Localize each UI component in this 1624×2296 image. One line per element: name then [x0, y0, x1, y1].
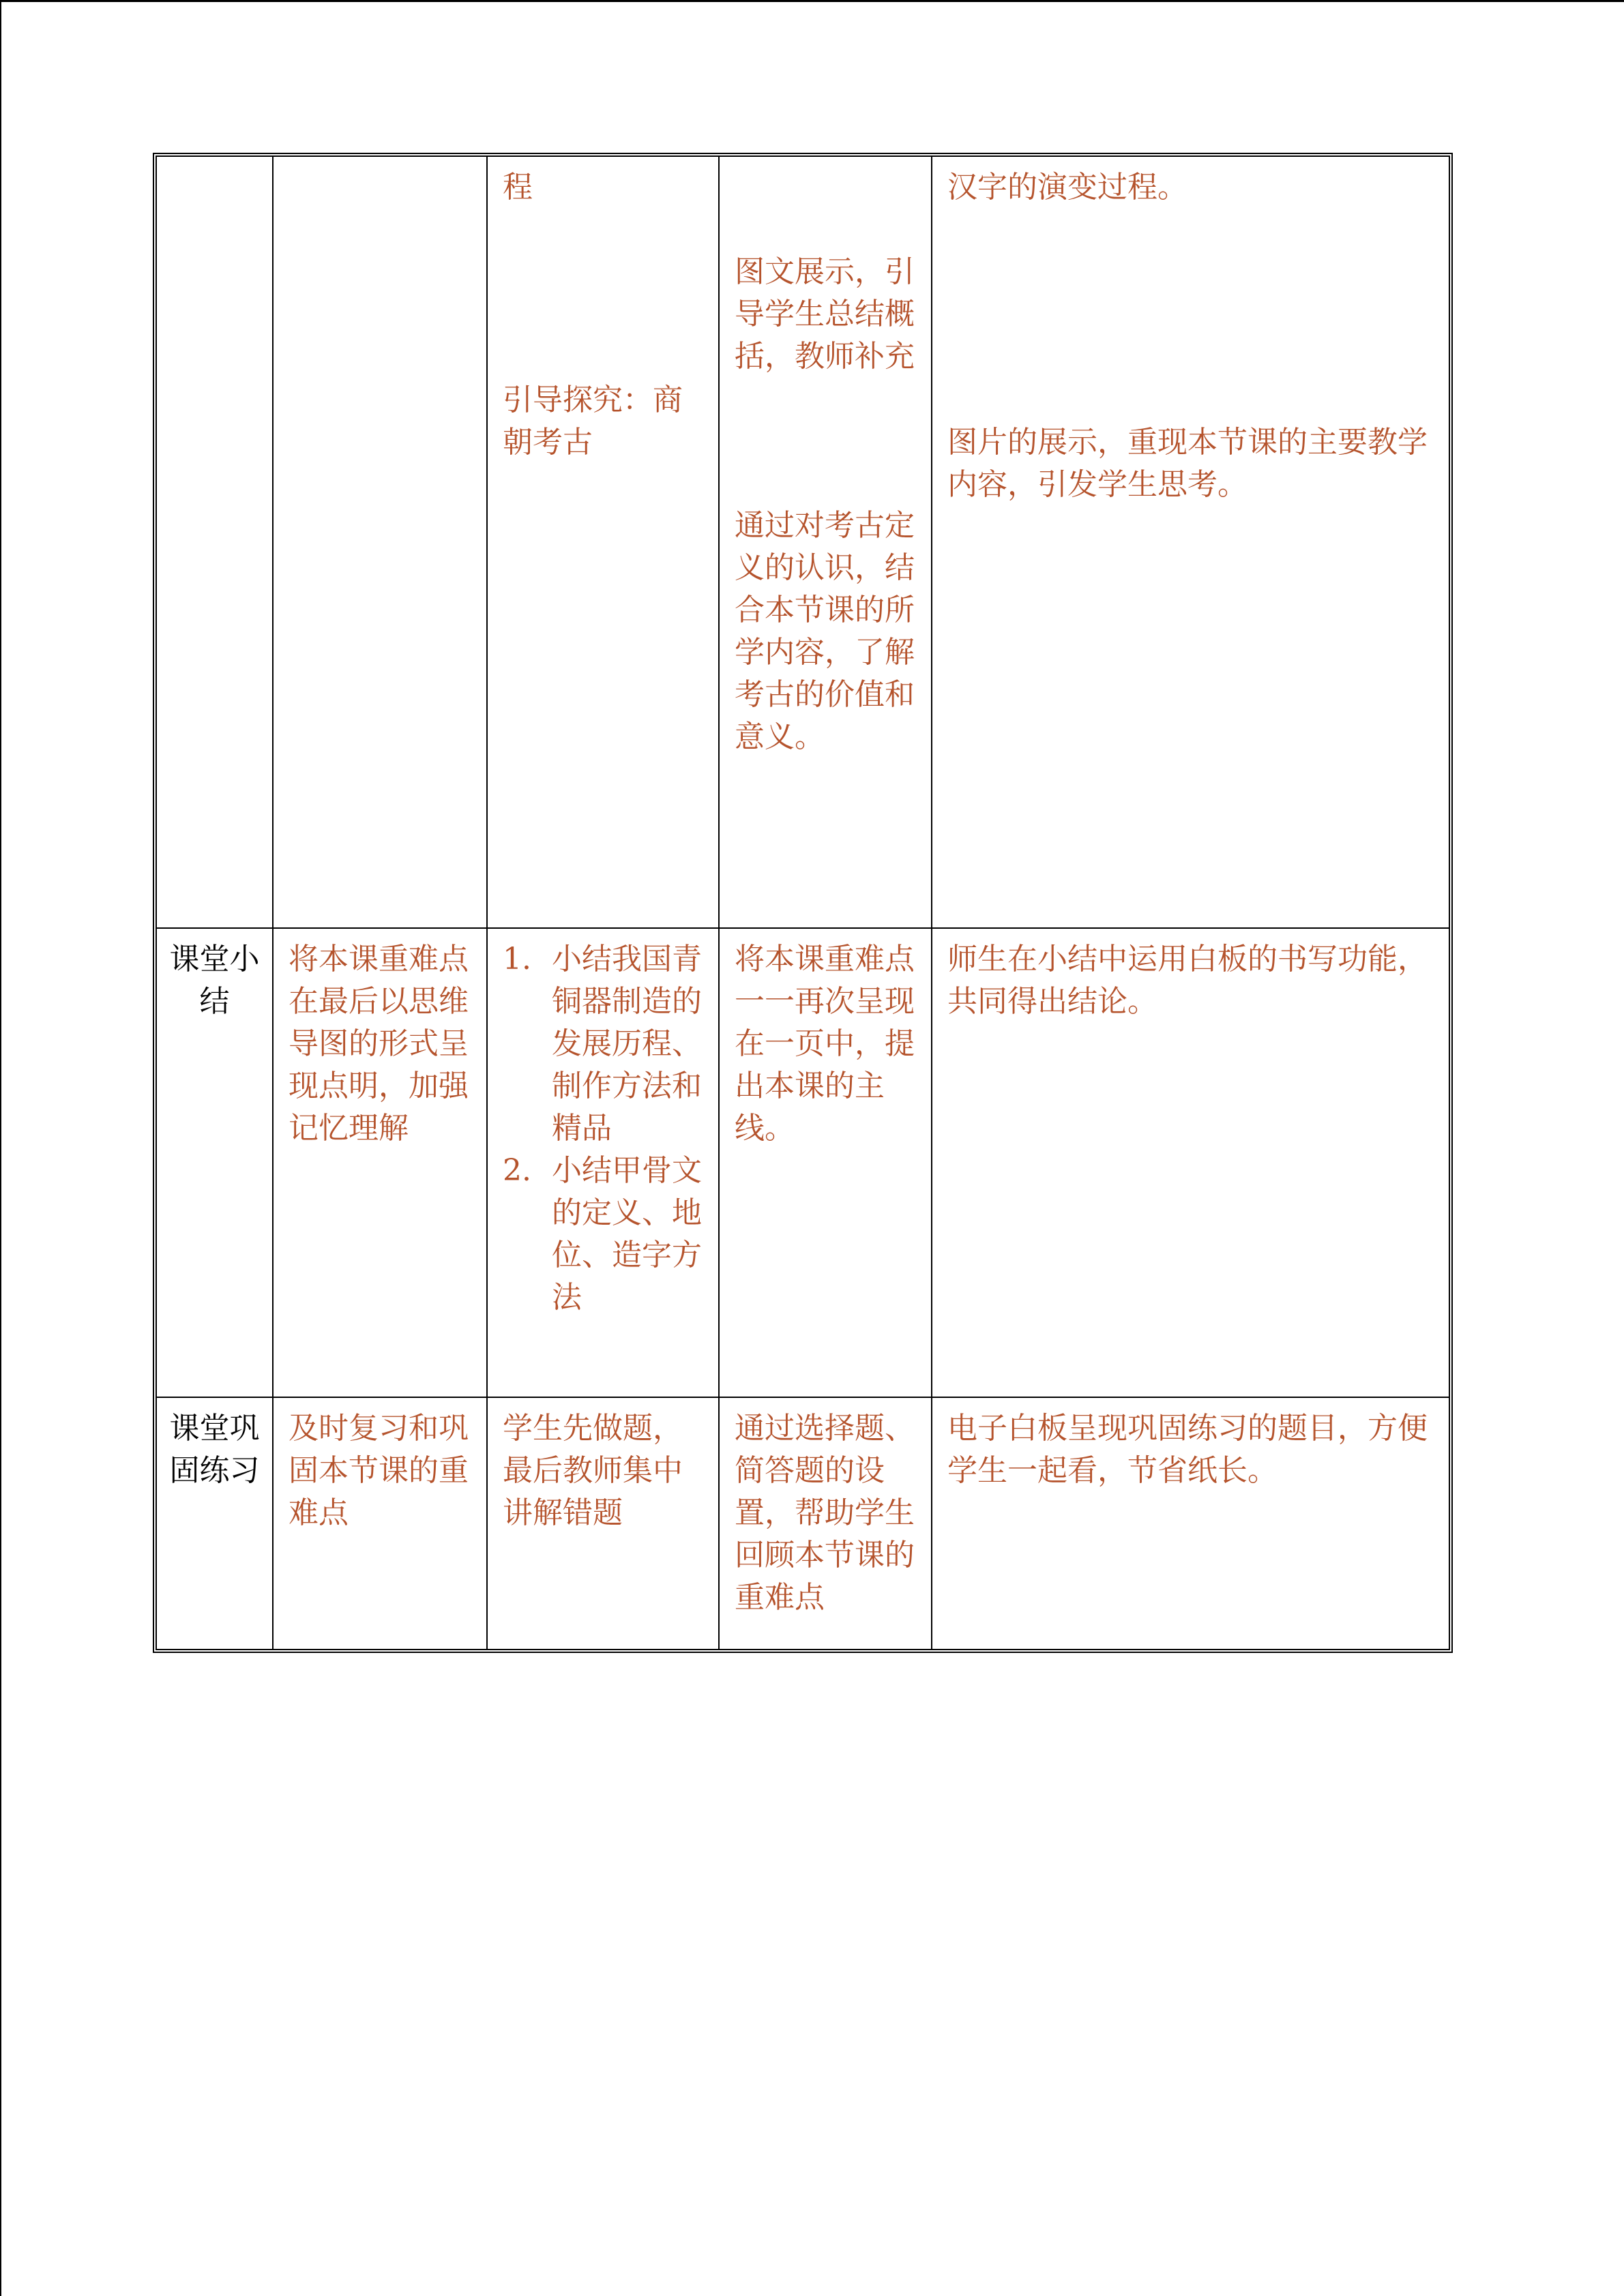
table-row	[157, 157, 1449, 928]
row2-media-cell: 师生在小结中运用白板的书写功能，共同得出结论。	[932, 928, 1449, 1397]
row1-method-cell	[719, 157, 932, 928]
row2-method-cell: 将本课重难点一一再次呈现在一页中，提出本课的主线。	[719, 928, 932, 1397]
row3-media-cell: 电子白板呈现巩固练习的题目，方便学生一起看，节省纸长。	[932, 1397, 1449, 1649]
list-number: 2.	[503, 1153, 531, 1188]
row1-media-text-2: 图片的展示，重现本节课的主要教学内容，引发学生思考。	[947, 425, 1428, 502]
list-item-text: 小结我国青铜器制造的发展历程、制作方法和精品	[552, 942, 702, 1146]
table-row	[157, 1397, 1449, 1649]
row1-media-cell	[932, 157, 1449, 928]
row1-activity-text-2: 引导探究：商朝考古	[503, 383, 683, 460]
row3-goal-cell: 及时复习和巩固本节课的重难点	[273, 1397, 487, 1649]
page-top-border	[0, 0, 1624, 2]
summary-list	[503, 938, 703, 1319]
table-row	[157, 928, 1449, 1397]
lesson-plan-table	[153, 153, 1453, 1653]
spacer	[735, 378, 916, 505]
row1-goal-cell	[273, 157, 487, 928]
row1-media-text-1: 汉字的演变过程。	[947, 170, 1187, 205]
row1-stage-cell	[157, 157, 273, 928]
row1-method-text-1: 图文展示，引导学生总结概括，教师补充	[735, 254, 915, 374]
row3-activity-cell: 学生先做题，最后教师集中讲解错题	[487, 1397, 719, 1649]
row2-stage-cell: 课堂小结	[157, 928, 273, 1397]
lesson-plan-grid	[157, 157, 1449, 1649]
list-number: 1.	[503, 942, 531, 976]
list-item	[503, 938, 703, 1150]
row3-stage-cell: 课堂巩固练习	[157, 1397, 273, 1649]
spacer	[947, 209, 1434, 421]
row2-goal-cell: 将本课重难点在最后以思维导图的形式呈现点明，加强记忆理解	[273, 928, 487, 1397]
row1-activity-cell	[487, 157, 719, 928]
spacer	[735, 166, 916, 251]
row2-activity-cell	[487, 928, 719, 1397]
row3-method-cell: 通过选择题、简答题的设置，帮助学生回顾本节课的重难点	[719, 1397, 932, 1649]
list-item	[503, 1150, 703, 1319]
row1-activity-text-1: 程	[503, 170, 533, 205]
page-left-border	[0, 0, 1, 2296]
spacer	[503, 209, 703, 379]
list-item-text: 小结甲骨文的定义、地位、造字方法	[552, 1153, 702, 1315]
row1-method-text-2: 通过对考古定义的认识，结合本节课的所学内容，了解考古的价值和意义。	[735, 508, 915, 754]
